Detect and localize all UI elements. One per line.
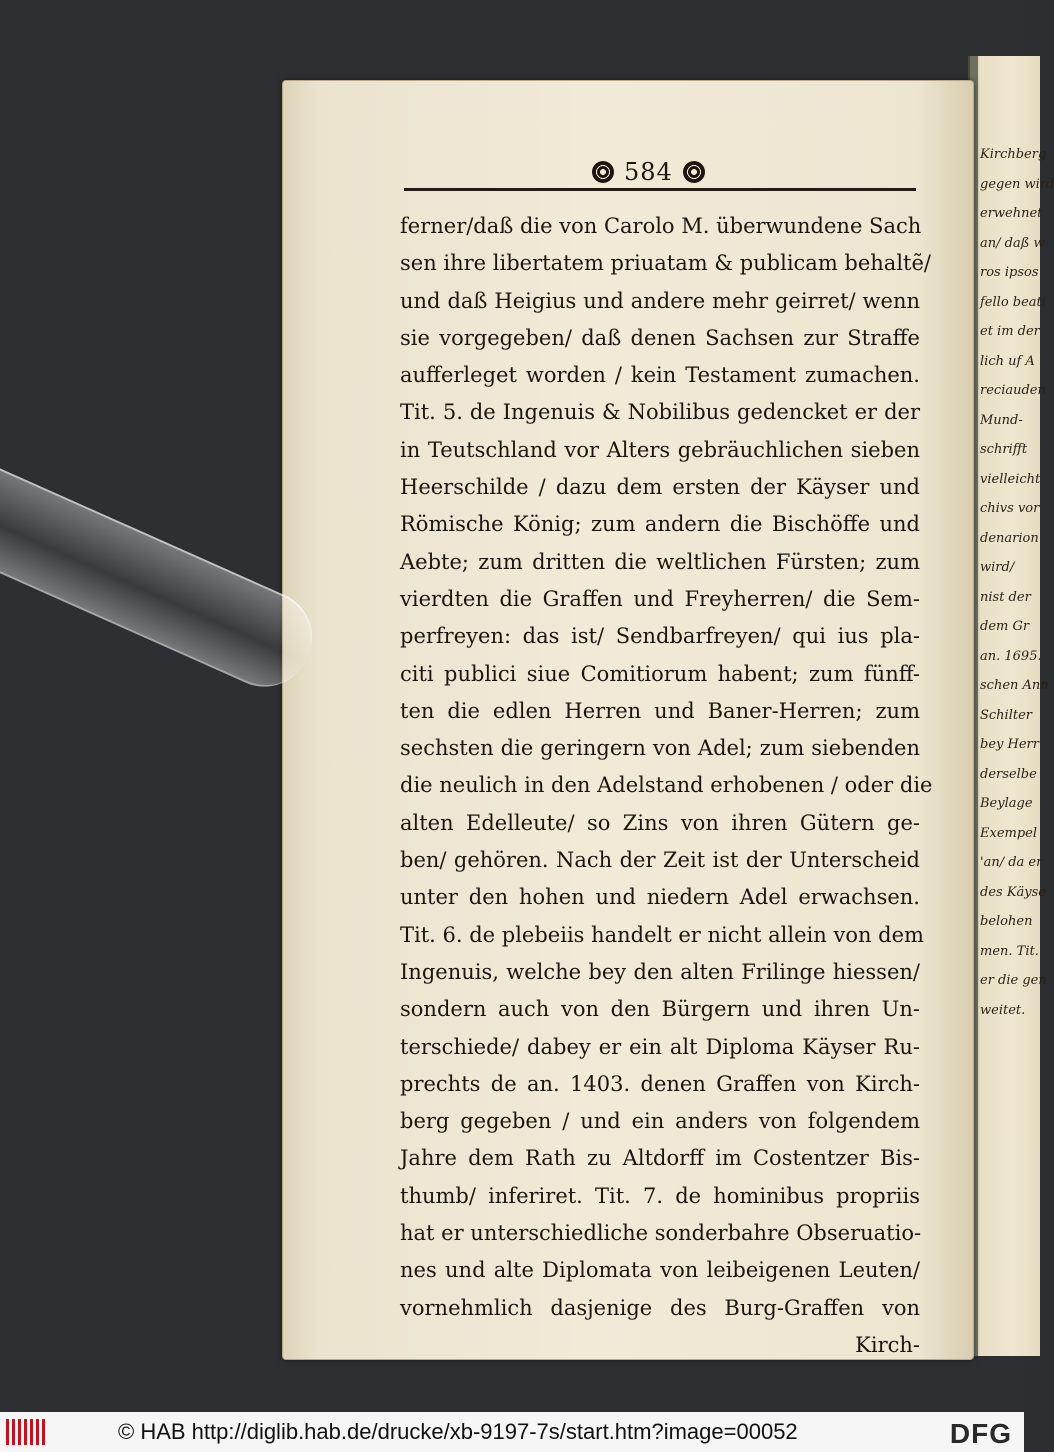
facing-page-line: an/ daß w bbox=[980, 235, 1045, 251]
dfg-logo: DFG bbox=[949, 1418, 1012, 1449]
facing-page-line: wird/ bbox=[980, 560, 1015, 575]
text-line: unter den hohen und niedern Adel erwachsen. bbox=[400, 885, 920, 910]
text-line: die neulich in den Adelstand erhobenen / oder die bbox=[400, 773, 933, 798]
facing-page-line: bey Herr bbox=[980, 737, 1039, 752]
text-line: Aebte; zum dritten die weltlichen Fürsten; zum bbox=[400, 549, 920, 574]
facing-page-line: Exempel bbox=[980, 825, 1038, 841]
facing-page-line: Mund- bbox=[980, 412, 1023, 428]
facing-page-line: et im der bbox=[980, 324, 1040, 339]
facing-page-line: lich uf A bbox=[980, 353, 1035, 369]
text-line: Tit. 6. de plebeiis handelt er nicht allein von dem bbox=[400, 922, 924, 947]
text-line: Ingenuis, welche bey den alten Frilinge hiessen/ bbox=[400, 959, 920, 984]
header-rule bbox=[404, 188, 916, 191]
text-line: terschiede/ dabey er ein alt Diploma Käyser Ru- bbox=[400, 1034, 920, 1059]
facing-page-line: schen Ann bbox=[980, 678, 1049, 693]
text-line: ben/ gehören. Nach der Zeit ist der Unterscheid bbox=[400, 848, 920, 873]
facing-page-line: derselbe bbox=[980, 766, 1037, 782]
text-line: thumb/ inferiret. Tit. 7. de hominibus propriis bbox=[400, 1183, 920, 1208]
text-line: hat er unterschiedliche sonderbahre Obseruatio- bbox=[400, 1221, 922, 1246]
facing-page-line: fello beati bbox=[980, 294, 1046, 310]
facing-page-line: 'an/ da er bbox=[980, 855, 1043, 870]
text-line: und daß Heigius und andere mehr geirret/ wenn bbox=[400, 288, 920, 313]
facing-page-line: reciauden bbox=[980, 383, 1046, 398]
facing-page-line: des Käyse bbox=[980, 884, 1046, 900]
facing-page-line: dem Gr bbox=[980, 619, 1030, 634]
facing-page-line: Beylage bbox=[980, 796, 1033, 811]
flower-ornament-icon bbox=[592, 161, 614, 183]
text-line: aufferleget worden / kein Testament zumachen. bbox=[400, 363, 920, 388]
facing-page-line: Schilter bbox=[980, 707, 1033, 723]
facing-page-line: denarion bbox=[980, 530, 1039, 546]
facing-page-line: er die gen bbox=[980, 973, 1047, 988]
text-line: vierdten die Graffen und Freyherren/ die Sem- bbox=[400, 586, 920, 611]
text-line: berg gegeben / und ein anders von folgendem bbox=[400, 1109, 920, 1134]
text-line: Tit. 5. de Ingenuis & Nobilibus gedencket er der bbox=[400, 400, 920, 425]
facing-page-text bbox=[980, 140, 1054, 1018]
text-line: alten Edelleute/ so Zins von ihren Gütern ge- bbox=[400, 810, 920, 835]
facing-page-line: nist der bbox=[980, 589, 1031, 605]
facing-page-line: Kirchberg bbox=[980, 147, 1047, 162]
text-line: sondern auch von den Bürgern und ihren Un- bbox=[400, 997, 920, 1022]
page-body-text bbox=[400, 208, 933, 1364]
facing-page-line: gegen wird bbox=[980, 176, 1054, 192]
text-line: Jahre dem Rath zu Altdorff im Costentzer Bis- bbox=[400, 1146, 920, 1171]
facing-page-line: an. 1695. bbox=[980, 648, 1042, 664]
text-line: perfreyen: das ist/ Sendbarfreyen/ qui ius pla- bbox=[400, 624, 920, 649]
facing-page-line: schrifft bbox=[980, 442, 1028, 457]
text-line: citi publici siue Comitiorum habent; zum fünff- bbox=[400, 661, 920, 686]
facing-page-line: belohen bbox=[980, 914, 1033, 929]
text-line: sen ihre libertatem priuatam & publicam behaltẽ/ bbox=[400, 251, 931, 276]
glass-pointer bbox=[0, 459, 327, 701]
facing-page-line: chivs vor bbox=[980, 501, 1040, 516]
text-line: nes und alte Diplomata von leibeigenen Leuten/ bbox=[400, 1258, 920, 1283]
facing-page-line: ros ipsos bbox=[980, 265, 1039, 280]
hab-barcode-logo bbox=[6, 1419, 48, 1445]
text-line: vornehmlich dasjenige des Burg-Graffen von bbox=[400, 1295, 920, 1320]
page-header bbox=[592, 152, 752, 192]
flower-ornament-icon bbox=[683, 161, 705, 183]
facing-page-line: weitet. bbox=[980, 1002, 1026, 1018]
text-line: ten die edlen Herren und Baner-Herren; zum bbox=[400, 698, 920, 723]
footer-bar bbox=[0, 1412, 1024, 1452]
copyright-url[interactable]: © HAB http://diglib.hab.de/drucke/xb-9197-7s/start.htm?image=00052 bbox=[118, 1419, 798, 1444]
text-line: sechsten die geringern von Adel; zum siebenden bbox=[400, 736, 920, 761]
page-number: 584 bbox=[624, 158, 673, 186]
text-line: Römische König; zum andern die Bischöffe und bbox=[400, 512, 920, 537]
facing-page-line: erwehnet bbox=[980, 206, 1043, 221]
text-line: Heerschilde / dazu dem ersten der Käyser und bbox=[400, 475, 920, 500]
text-line: sie vorgegeben/ daß denen Sachsen zur Straffe bbox=[400, 325, 920, 350]
text-line: prechts de an. 1403. denen Graffen von Kirch- bbox=[400, 1071, 920, 1096]
facing-page-line: vielleicht bbox=[980, 471, 1041, 487]
text-line: Kirch- bbox=[855, 1332, 920, 1357]
text-line: in Teutschland vor Alters gebräuchlichen sieben bbox=[400, 437, 920, 462]
facing-page-line: men. Tit. bbox=[980, 943, 1039, 959]
text-line: ferner/daß die von Carolo M. überwundene Sach bbox=[400, 214, 922, 238]
